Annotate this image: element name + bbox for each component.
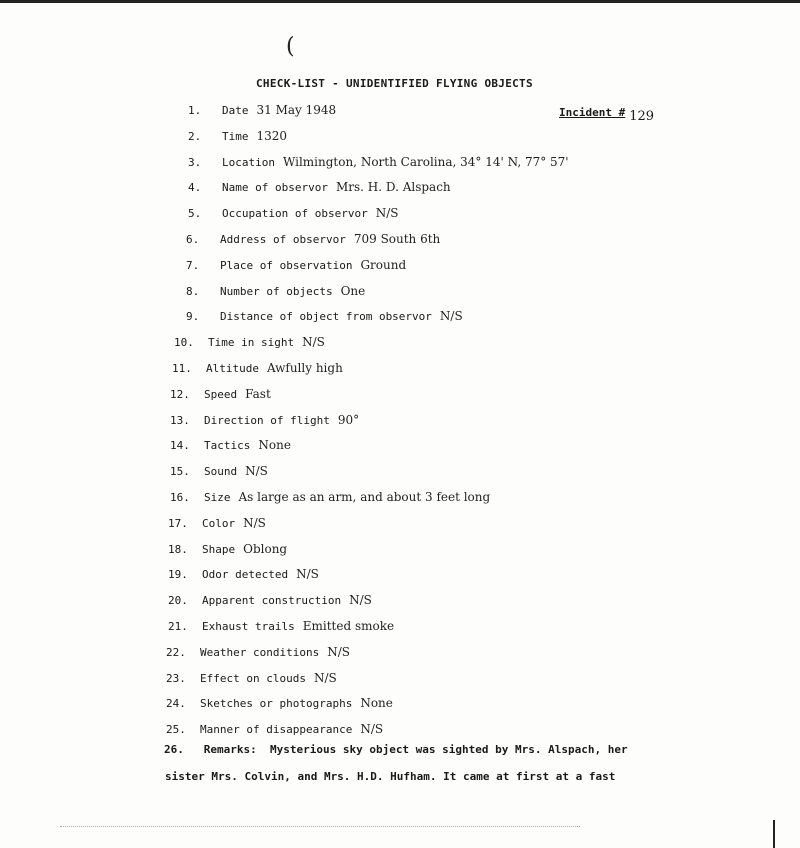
- item-number: 21.: [168, 620, 188, 633]
- item-value: N/S: [313, 670, 337, 685]
- checklist-item: [172, 361, 343, 375]
- item-label: Color: [202, 516, 236, 530]
- remarks-line-2: [165, 770, 615, 783]
- item-value: None: [360, 696, 393, 711]
- item-number: 17.: [168, 516, 188, 530]
- item-value: 90°: [337, 412, 360, 427]
- item-label: Place of observation: [220, 258, 353, 272]
- item-value: Wilmington, North Carolina, 34° 14' N, 77° 57': [282, 154, 569, 169]
- item-value: 1320: [256, 128, 288, 143]
- item-value: N/S: [375, 206, 399, 221]
- scan-edge-mark: [773, 820, 775, 848]
- item-number: 8.: [186, 284, 200, 298]
- checklist-item: [170, 438, 291, 452]
- item-value: None: [258, 438, 291, 453]
- remarks-text-1: Mysterious sky object was sighted by Mrs. Alspach, her: [269, 743, 628, 756]
- remarks-text-2: sister Mrs. Colvin, and Mrs. H.D. Hufham. It came at first at a fast: [165, 770, 616, 783]
- item-value: N/S: [439, 309, 463, 324]
- item-label: Apparent construction: [202, 594, 342, 608]
- item-number: 20.: [168, 594, 188, 608]
- item-value: Awfully high: [266, 361, 343, 375]
- item-number: 2.: [188, 129, 202, 143]
- item-label: Time: [222, 129, 249, 143]
- checklist-item: [174, 335, 325, 349]
- checklist-item: [168, 619, 394, 633]
- item-label: Manner of disappearance: [200, 723, 353, 737]
- item-value: N/S: [327, 644, 350, 659]
- item-value: Fast: [245, 386, 271, 401]
- checklist-item: [188, 129, 287, 143]
- scan-top-edge: [0, 0, 800, 3]
- checklist-item: [166, 722, 383, 736]
- item-value: One: [340, 283, 366, 298]
- item-label: Location: [222, 155, 275, 169]
- item-number: 4.: [188, 181, 202, 195]
- item-number: 25.: [166, 723, 186, 737]
- item-value: N/S: [302, 335, 325, 350]
- item-label: Number of objects: [220, 284, 333, 298]
- item-label: Speed: [204, 387, 238, 401]
- checklist-item: [170, 490, 490, 504]
- item-label: Distance of object from observor: [220, 310, 432, 324]
- checklist-item: [186, 232, 440, 246]
- item-label: Size: [204, 491, 231, 504]
- checklist-item: [166, 645, 350, 659]
- item-number: 7.: [186, 258, 200, 272]
- item-label: Odor detected: [202, 568, 289, 582]
- item-label: Occupation of observor: [222, 207, 368, 221]
- item-number: 5.: [188, 207, 202, 221]
- checklist-item: [168, 516, 266, 530]
- checklist-item: [168, 567, 319, 581]
- item-value: Oblong: [243, 541, 288, 556]
- item-value: N/S: [243, 515, 266, 530]
- checklist-item: [170, 413, 359, 427]
- checklist-item: [186, 309, 463, 323]
- item-number: 15.: [170, 465, 190, 479]
- item-label: Date: [222, 104, 249, 117]
- item-number: 12.: [170, 387, 190, 401]
- item-value: Mrs. H. D. Alspach: [335, 180, 451, 195]
- item-label: Direction of flight: [204, 413, 330, 427]
- checklist-item: [188, 155, 569, 169]
- item-label: Altitude: [206, 362, 259, 375]
- item-value: N/S: [245, 464, 268, 479]
- checklist-item: [166, 671, 337, 685]
- item-number: 13.: [170, 413, 190, 427]
- corner-mark: (: [286, 34, 295, 59]
- item-label: Sketches or photographs: [200, 697, 353, 711]
- checklist-item: [168, 593, 372, 607]
- item-value: N/S: [360, 722, 384, 737]
- item-label: Time in sight: [208, 336, 295, 350]
- item-label: Sound: [204, 465, 238, 479]
- item-label: Tactics: [204, 439, 251, 453]
- item-number: 9.: [186, 310, 200, 324]
- checklist-item: [166, 696, 393, 710]
- incident-number: [559, 105, 655, 124]
- item-label: Weather conditions: [200, 645, 320, 659]
- remarks-line-1: [164, 743, 628, 756]
- item-number: 11.: [172, 362, 192, 375]
- item-value: N/S: [296, 567, 319, 582]
- checklist-item: [168, 542, 287, 556]
- remarks-label: Remarks:: [203, 743, 257, 756]
- checklist-item: [186, 258, 406, 272]
- item-label: Address of observor: [220, 233, 346, 246]
- checklist-item: [170, 464, 268, 478]
- item-number: 6.: [186, 233, 200, 246]
- item-value: N/S: [349, 593, 372, 608]
- item-value: 709 South 6th: [353, 232, 441, 246]
- item-number: 18.: [168, 542, 188, 556]
- item-number: 23.: [166, 671, 186, 685]
- item-number: 3.: [188, 155, 202, 169]
- scan-bottom-line: [60, 826, 580, 827]
- incident-label: Incident #: [559, 106, 626, 119]
- item-number: 19.: [168, 568, 188, 582]
- remarks-number: 26.: [164, 743, 184, 756]
- item-number: 14.: [170, 439, 190, 453]
- item-number: 24.: [166, 697, 186, 711]
- item-number: 16.: [170, 491, 190, 504]
- item-number: 1.: [188, 104, 202, 117]
- item-value: Ground: [360, 257, 407, 272]
- item-label: Exhaust trails: [202, 620, 295, 633]
- checklist-item: [170, 387, 271, 401]
- item-number: 10.: [174, 336, 194, 350]
- checklist-item: [188, 206, 398, 220]
- item-label: Name of observor: [222, 181, 328, 195]
- item-value: 31 May 1948: [256, 103, 337, 117]
- item-number: 22.: [166, 645, 186, 659]
- incident-value: 129: [629, 109, 655, 124]
- checklist-item: [188, 180, 451, 194]
- checklist-item: [188, 103, 336, 117]
- item-label: Shape: [202, 542, 236, 556]
- page-title: CHECK-LIST - UNIDENTIFIED FLYING OBJECTS: [256, 77, 533, 90]
- item-value: Emitted smoke: [302, 619, 395, 633]
- item-label: Effect on clouds: [200, 671, 306, 685]
- checklist-item: [186, 284, 365, 298]
- item-value: As large as an arm, and about 3 feet long: [238, 490, 491, 504]
